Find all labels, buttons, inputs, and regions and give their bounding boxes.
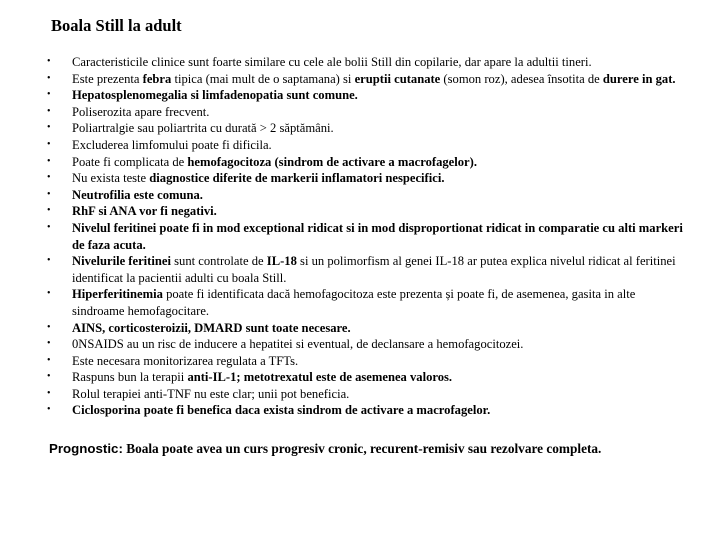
bullet-text-bold: Hepatosplenomegalia si limfadenopatia sunt comune. (72, 88, 358, 103)
bullet-marker: • (47, 72, 51, 84)
bullet-item (47, 54, 687, 71)
bullet-text: sunt controlate de (170, 254, 267, 269)
bullet-text-bold: Nivelurile feritinei (72, 254, 171, 269)
bullet-text-bold: hemofagocitoza (sindrom de activare a macrofagelor). (187, 154, 477, 169)
bullet-text: Poate fi complicata de (72, 154, 188, 169)
bullet-text: Nu exista teste (72, 171, 150, 186)
bullet-text: 0NSAIDS au un risc de inducere a hepatitei si eventual, de declansare a hemofagocitozei. (72, 337, 524, 352)
bullet-text: Rolul terapiei anti-TNF nu este clar; unii pot beneficia. (72, 386, 350, 401)
slide-title: Boala Still la adult (51, 16, 182, 35)
bullet-item (47, 320, 687, 337)
bullet-marker: • (47, 404, 51, 416)
bullet-item (47, 170, 687, 187)
bullet-marker: • (47, 56, 51, 67)
bullet-marker: • (47, 321, 51, 333)
bullet-marker: • (47, 354, 51, 366)
bullet-marker: • (47, 172, 51, 184)
bullet-marker: • (47, 288, 51, 300)
bullet-marker: • (47, 255, 51, 267)
bullet-item (47, 203, 687, 220)
bullet-item (47, 253, 687, 286)
bullet-marker: • (47, 221, 51, 233)
bullet-text: poate fi identificata dacă hemofagocitoza este prezenta și poate fi, de asemenea, gasita in alte sindroame hemofagocitare. (72, 287, 636, 318)
bullet-item (47, 286, 687, 319)
bullet-text-bold: eruptii cutanate (354, 71, 441, 86)
bullet-text-bold: Hiperferitinemia (72, 287, 163, 302)
bullet-item (47, 386, 687, 403)
bullet-text-bold: IL-18 (266, 254, 297, 269)
prognostic-text: Boala poate avea un curs progresiv cronic, recurent-remisiv sau rezolvare completa. (122, 441, 602, 456)
bullet-marker: • (47, 188, 51, 200)
bullet-text-bold: RhF si ANA vor fi negativi. (72, 204, 217, 219)
bullet-list (47, 54, 687, 419)
bullet-item (47, 71, 687, 88)
bullet-item (47, 154, 687, 171)
bullet-item (47, 104, 687, 121)
bullet-item (47, 336, 687, 353)
bullet-marker: • (47, 105, 51, 117)
bullet-marker: • (47, 205, 51, 217)
bullet-text: Este necesara monitorizarea regulata a TFTs. (72, 353, 299, 368)
bullet-item (47, 369, 687, 386)
bullet-marker: • (47, 338, 51, 350)
bullet-text-bold: Ciclosporina poate fi benefica daca exista sindrom de activare a macrofagelor. (72, 403, 491, 418)
bullet-text-bold: Nivelul feritinei poate fi in mod exceptional ridicat si in mod disproportionat ridicat in comparatie cu alti markeri de faza acuta. (72, 220, 683, 252)
bullet-item (47, 87, 687, 104)
bullet-item (47, 137, 687, 154)
bullet-item (47, 402, 687, 419)
bullet-marker: • (47, 89, 51, 101)
bullet-item (47, 220, 687, 253)
bullet-text-bold: durere in gat. (602, 71, 676, 86)
bullet-text-bold: Neutrofilia este comuna. (72, 187, 203, 202)
bullet-marker: • (47, 387, 51, 399)
bullet-text: Poliartralgie sau poliartrita cu durată > 2 săptămâni. (72, 121, 334, 136)
bullet-text: Este prezenta (72, 71, 143, 86)
bullet-text: Excluderea limfomului poate fi dificila. (72, 137, 272, 152)
bullet-marker: • (47, 371, 51, 383)
bullet-text: Caracteristicile clinice sunt foarte similare cu cele ale bolii Still din copilarie, dar apare la adultii tineri. (72, 55, 592, 69)
bullet-text: tipica (mai mult de o saptamana) si (171, 71, 355, 86)
bullet-text: Poliserozita apare frecvent. (72, 104, 210, 119)
bullet-marker: • (47, 122, 51, 134)
bullet-text: si un polimorfism al genei IL-18 ar putea explica nivelul ridicat al feritinei identificat la pacientii adulti cu boala Still. (72, 254, 676, 285)
bullet-item (47, 120, 687, 137)
bullet-marker: • (47, 138, 51, 150)
bullet-item (47, 187, 687, 204)
bullet-marker: • (47, 155, 51, 167)
bullet-text-bold: febra (142, 71, 172, 86)
bullet-text: Raspuns bun la terapii (72, 370, 188, 385)
prognostic-label: Prognostic: (49, 441, 123, 456)
bullet-text: (somon roz), adesea însotita de (440, 71, 603, 86)
bullet-item (47, 353, 687, 370)
prognostic-paragraph (49, 440, 709, 458)
bullet-text-bold: anti-IL-1; metotrexatul este de asemenea valoros. (187, 370, 453, 385)
bullet-text-bold: diagnostice diferite de markerii inflamatori nespecifici. (149, 171, 445, 186)
bullet-text-bold: AINS, corticosteroizii, DMARD sunt toate necesare. (72, 320, 351, 335)
